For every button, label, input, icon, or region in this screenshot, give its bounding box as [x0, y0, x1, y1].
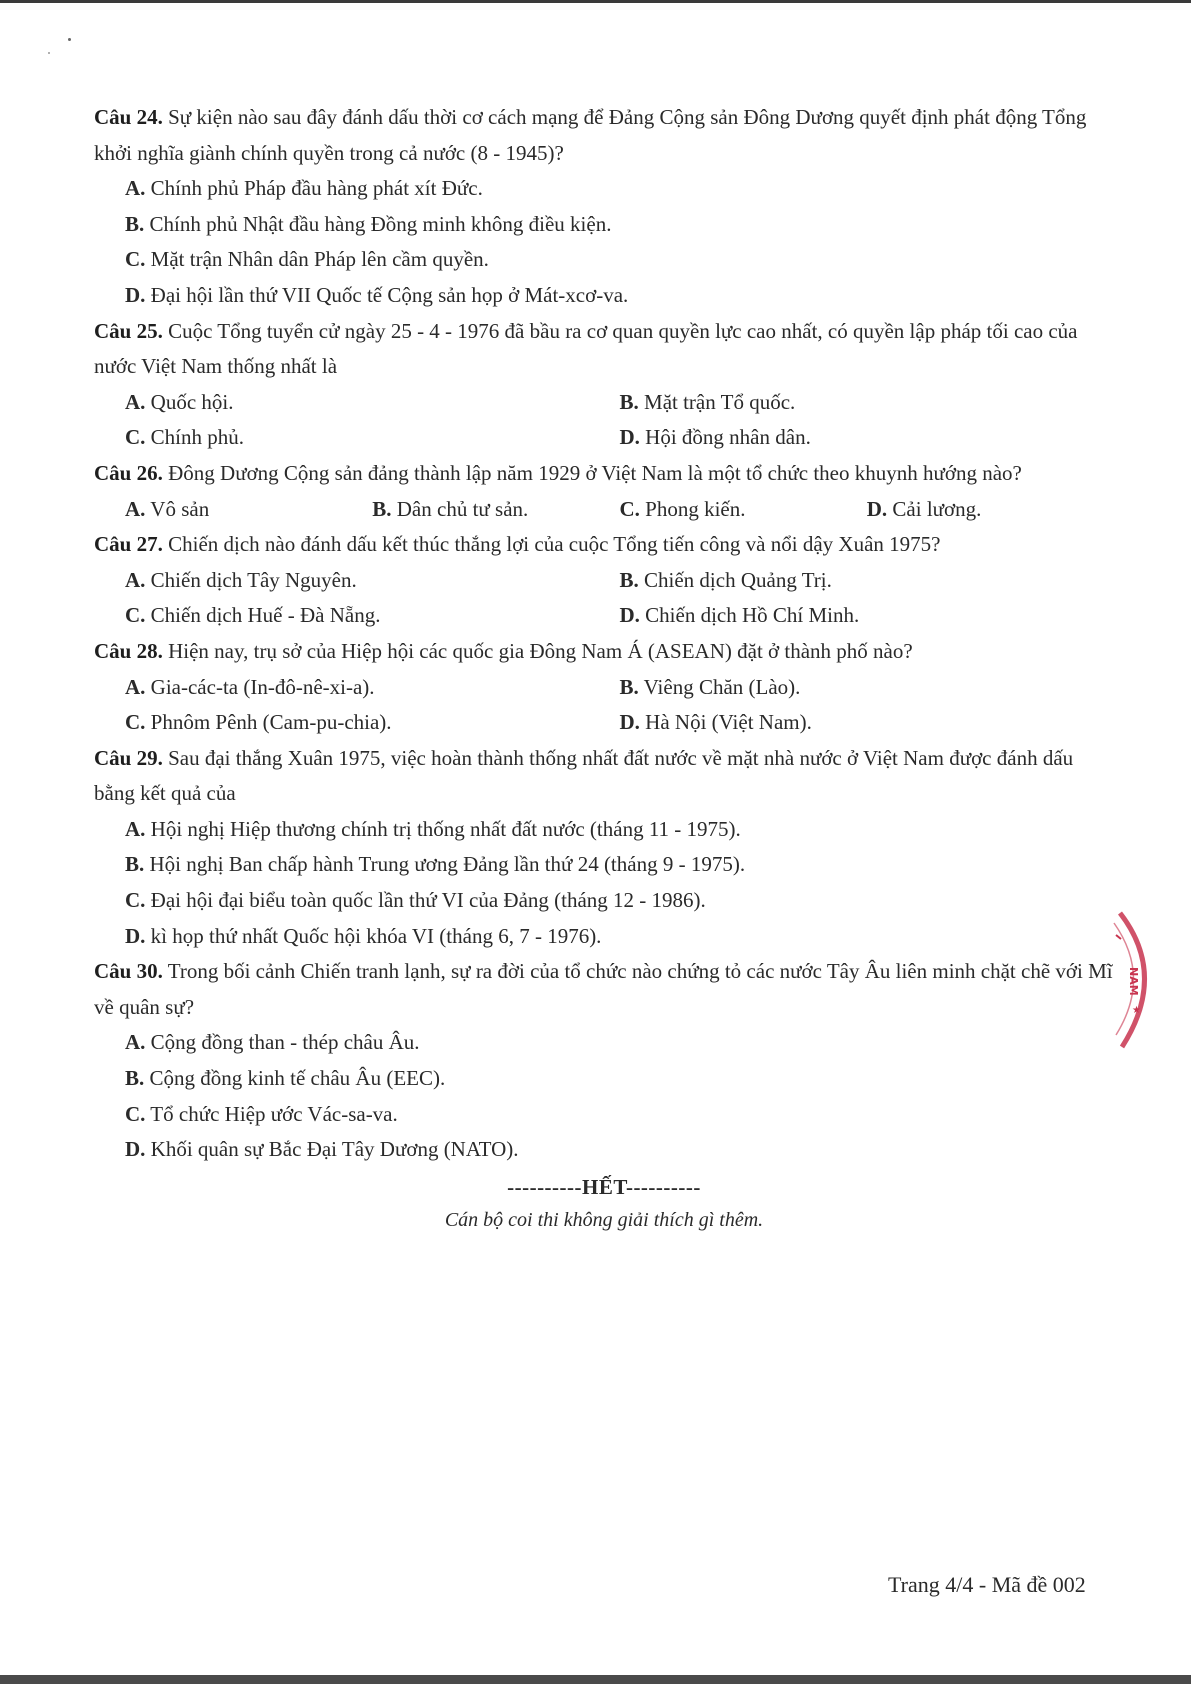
question-text: Đông Dương Cộng sản đảng thành lập năm 1929 ở Việt Nam là một tổ chức theo khuynh hướng nào? — [168, 460, 1022, 485]
question-number: Câu 27. — [94, 532, 163, 557]
answer-option-c: C. Tổ chức Hiệp ước Vác-sa-va. — [125, 1101, 398, 1126]
question-text: Sự kiện nào sau đây đánh dấu thời cơ cách mạng để Đảng Cộng sản Đông Dương quyết định phát động Tổng khởi nghĩa giành chính quyền trong cả nước (8 - 1945)? — [94, 105, 1087, 165]
answer-option-d: D. Hà Nội (Việt Nam). — [619, 710, 812, 735]
answer-option-b: B. Dân chủ tư sản. — [372, 496, 529, 521]
question-stem — [94, 954, 1114, 1025]
question-28 — [94, 634, 1114, 741]
question-text: Hiện nay, trụ sở của Hiệp hội các quốc gia Đông Nam Á (ASEAN) đặt ở thành phố nào? — [168, 638, 913, 663]
answer-option-d: D. Hội đồng nhân dân. — [619, 425, 811, 450]
answer-option-c: C. Mặt trận Nhân dân Pháp lên cầm quyền. — [125, 247, 489, 272]
red-seal-stamp — [1108, 905, 1178, 1055]
answer-option-a: A. Quốc hội. — [125, 389, 234, 414]
scan-edge-bottom — [0, 1675, 1191, 1684]
answer-option-c: C. Đại hội đại biểu toàn quốc lần thứ VI của Đảng (tháng 12 - 1986). — [125, 888, 706, 913]
question-26 — [94, 456, 1114, 527]
answer-option-a: A. Chiến dịch Tây Nguyên. — [125, 567, 357, 592]
question-stem — [94, 741, 1114, 812]
answer-option-a: A. Cộng đồng than - thép châu Âu. — [125, 1030, 420, 1055]
answer-option-d: D. Cải lương. — [866, 496, 982, 521]
question-number: Câu 26. — [94, 460, 163, 485]
answer-row — [94, 670, 1114, 706]
answer-option-d: D. Đại hội lần thứ VII Quốc tế Cộng sản họp ở Mát-xcơ-va. — [125, 282, 629, 307]
answer-option-b: B. Hội nghị Ban chấp hành Trung ương Đảng lần thứ 24 (tháng 9 - 1975). — [125, 852, 746, 877]
answer-row — [94, 563, 1114, 599]
answer-row — [94, 492, 1114, 528]
answer-option-d: D. Khối quân sự Bắc Đại Tây Dương (NATO). — [125, 1137, 519, 1162]
answer-option-c: C. Phong kiến. — [619, 496, 746, 521]
question-number: Câu 25. — [94, 318, 163, 343]
answer-option-a: A. Chính phủ Pháp đầu hàng phát xít Đức. — [125, 176, 483, 201]
question-text: Trong bối cảnh Chiến tranh lạnh, sự ra đời của tổ chức nào chứng tỏ các nước Tây Âu liên minh chặt chẽ với Mĩ về quân sự? — [94, 959, 1113, 1019]
question-text: Sau đại thắng Xuân 1975, việc hoàn thành thống nhất đất nước về mặt nhà nước ở Việt Nam được đánh dấu bằng kết quả của — [94, 745, 1074, 806]
proctor-note: Cán bộ coi thi không giải thích gì thêm. — [444, 1209, 764, 1232]
answer-option-b: B. Chính phủ Nhật đầu hàng Đồng minh không điều kiện. — [125, 211, 612, 236]
question-27 — [94, 527, 1114, 634]
question-number: Câu 24. — [94, 105, 163, 129]
scan-speck — [48, 52, 50, 54]
answer-option-c: C. Phnôm Pênh (Cam-pu-chia). — [125, 710, 392, 735]
answer-option-a: A. Hội nghị Hiệp thương chính trị thống nhất đất nước (tháng 11 - 1975). — [125, 816, 741, 841]
answer-row — [94, 705, 1114, 741]
answer-option-b: B. Cộng đồng kinh tế châu Âu (EEC). — [125, 1066, 446, 1091]
question-stem — [94, 456, 1114, 492]
question-number: Câu 29. — [94, 745, 163, 770]
question-29 — [94, 741, 1114, 955]
question-stem — [94, 527, 1114, 563]
question-24 — [94, 100, 1114, 314]
question-stem — [94, 100, 1114, 171]
page-footer: Trang 4/4 - Mã đề 002 — [888, 1572, 1086, 1597]
exam-content — [94, 100, 1114, 1239]
answer-option-b: B. Chiến dịch Quảng Trị. — [619, 567, 832, 592]
answer-option-d: D. Chiến dịch Hồ Chí Minh. — [619, 603, 860, 628]
stamp-text: NAM — [1127, 967, 1140, 996]
end-of-exam-mark: ----------HẾT---------- — [507, 1174, 701, 1199]
answer-option-c: C. Chiến dịch Huế - Đà Nẵng. — [125, 603, 381, 628]
question-stem — [94, 314, 1114, 385]
question-25 — [94, 314, 1114, 456]
answer-option-c: C. Chính phủ. — [125, 425, 245, 450]
scan-edge-top — [0, 0, 1191, 3]
question-number: Câu 30. — [94, 959, 163, 984]
answer-option-b: B. Mặt trận Tổ quốc. — [619, 389, 796, 414]
answer-option-d: D. kì họp thứ nhất Quốc hội khóa VI (tháng 6, 7 - 1976). — [125, 923, 602, 948]
answer-option-b: B. Viêng Chăn (Lào). — [619, 674, 801, 699]
answer-option-a: A. Gia-các-ta (In-đô-nê-xi-a). — [125, 674, 375, 699]
answer-row — [94, 420, 1114, 456]
scan-speck — [68, 38, 71, 41]
answer-option-a: A. Vô sản — [125, 496, 210, 521]
question-text: Chiến dịch nào đánh dấu kết thúc thắng lợi của cuộc Tổng tiến công và nổi dậy Xuân 1975? — [168, 532, 941, 557]
question-30 — [94, 954, 1114, 1168]
question-number: Câu 28. — [94, 638, 163, 663]
star-icon: ★ — [1132, 1005, 1141, 1016]
question-stem — [94, 634, 1114, 670]
question-text: Cuộc Tổng tuyển cử ngày 25 - 4 - 1976 đã bầu ra cơ quan quyền lực cao nhất, có quyền lập pháp tối cao của nước Việt Nam thống nhất là — [94, 318, 1078, 379]
answer-row — [94, 385, 1114, 421]
answer-row — [94, 598, 1114, 634]
